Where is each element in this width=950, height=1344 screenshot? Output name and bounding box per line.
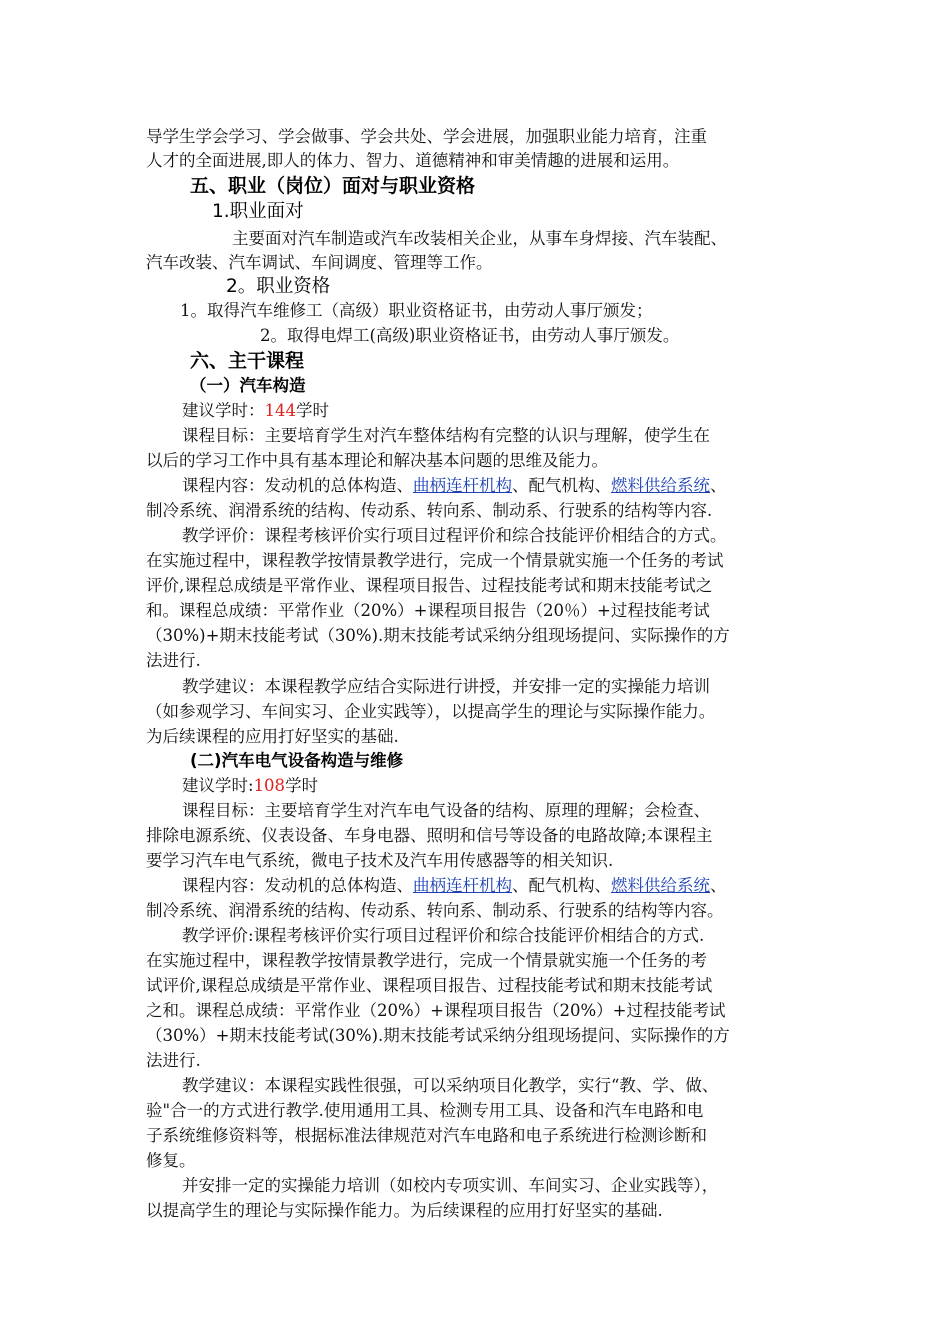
course-content-line [182,474,727,498]
course-advice-line: 为后续课程的应用打好坚实的基础. [146,727,399,746]
course-content-line: 制冷系统、润滑系统的结构、传动系、转向系、制动系、行驶系的结构等内容. [146,501,713,520]
course-advice-line: 验"合一的方式进行教学.使用通用工具、检测专用工具、设备和汽车电路和电 [146,1101,704,1120]
course-advice-line: 子系统维修资料等，根据标准法律规范对汽车电路和电子系统进行检测诊断和 [146,1126,707,1145]
content-prefix: 课程内容：发动机的总体构造、 [182,476,413,495]
course-advice-line: 教学建议：本课程教学应结合实际进行讲授，并安排一定的实操能力培训 [182,677,710,696]
course-content-line: 制冷系统、润滑系统的结构、传动系、转向系、制动系、行驶系的结构等内容。 [146,901,724,920]
course-title: (二)汽车电气设备构造与维修 [190,751,404,770]
course-eval-line: 教学评价：课程考核评价实行项目过程评价和综合技能评价相结合的方式。 [182,526,727,545]
hours-label: 建议学时： [182,401,265,420]
course-eval-line: 和。课程总成绩：平常作业（20%）+课程项目报告（20％）+过程技能考试 [146,601,710,620]
content-mid: 、配气机构、 [512,876,611,895]
intro-line: 导学生学会学习、学会做事、学会共处、学会进展，加强职业能力培育，注重 [146,127,707,146]
hours-unit: 学时 [296,401,329,420]
course-hours [182,399,329,423]
hours-label: 建议学时: [182,776,254,795]
subsection-heading: 1.职业面对 [212,201,304,222]
certificate-item: 1。取得汽车维修工（高级）职业资格证书，由劳动人事厅颁发； [180,301,653,320]
course-eval-line: 教学评价:课程考核评价实行项目过程评价和综合技能评价相结合的方式. [182,926,705,945]
course-eval-line: 试评价,课程总成绩是平常作业、课程项目报告、过程技能考试和期末技能考试 [146,976,713,995]
course-goal-line: 课程目标：主要培育学生对汽车电气设备的结构、原理的理解；会检查、 [182,801,710,820]
link-crank-mechanism[interactable]: 曲柄连杆机构 [413,876,512,895]
course-eval-line: （30%）+期末技能考试(30%).期末技能考试采纳分组现场提问、实际操作的方 [146,1026,730,1045]
course-eval-line: （30%)+期末技能考试（30%).期末技能考试采纳分组现场提问、实际操作的方 [146,626,730,645]
course-eval-line: 评价,课程总成绩是平常作业、课程项目报告、过程技能考试和期末技能考试之 [146,576,713,595]
course-goal-line: 以后的学习工作中具有基本理论和解决基本问题的思维及能力。 [146,451,608,470]
content-suffix: 、 [710,876,727,895]
course-eval-line: 之和。课程总成绩：平常作业（20%）+课程项目报告（20%）+过程技能考试 [146,1001,726,1020]
course-eval-line: 在实施过程中，课程教学按情景教学进行，完成一个情景就实施一个任务的考试 [146,551,724,570]
paragraph-line: 汽车改装、汽车调试、车间调度、管理等工作。 [146,253,493,272]
content-mid: 、配气机构、 [512,476,611,495]
course-eval-line: 法进行. [146,1051,201,1070]
course-goal-line: 课程目标：主要培育学生对汽车整体结构有完整的认识与理解，使学生在 [182,426,710,445]
course-advice-line: （如参观学习、车间实习、企业实践等），以提高学生的理论与实际操作能力。 [146,702,716,721]
course-extra-line: 以提高学生的理论与实际操作能力。为后续课程的应用打好坚实的基础. [146,1201,663,1220]
paragraph-line: 主要面对汽车制造或汽车改装相关企业，从事车身焊接、汽车装配、 [232,229,727,248]
hours-value: 144 [264,401,296,420]
course-advice-line: 教学建议：本课程实践性很强，可以采纳项目化教学，实行“教、学、做、 [182,1076,719,1095]
link-crank-mechanism[interactable]: 曲柄连杆机构 [413,476,512,495]
certificate-item: 2。取得电焊工(高级)职业资格证书，由劳动人事厅颁发。 [260,326,680,345]
course-eval-line: 法进行. [146,651,201,670]
hours-value: 108 [253,776,286,795]
course-advice-line: 修复。 [146,1151,196,1170]
course-goal-line: 要学习汽车电气系统，微电子技术及汽车用传感器等的相关知识. [146,851,614,870]
section-heading: 六、主干课程 [190,350,305,372]
course-content-line [182,874,727,898]
course-extra-line: 并安排一定的实操能力培训（如校内专项实训、车间实习、企业实践等）， [182,1176,719,1195]
subsection-heading: 2。职业资格 [226,276,331,297]
link-fuel-system[interactable]: 燃料供给系统 [611,876,710,895]
content-suffix: 、 [710,476,727,495]
course-hours [182,774,318,798]
course-goal-line: 排除电源系统、仪表设备、车身电器、照明和信号等设备的电路故障;本课程主 [146,826,713,845]
section-heading: 五、职业（岗位）面对与职业资格 [190,175,476,197]
content-prefix: 课程内容：发动机的总体构造、 [182,876,413,895]
link-fuel-system[interactable]: 燃料供给系统 [611,476,710,495]
course-eval-line: 在实施过程中，课程教学按情景教学进行，完成一个情景就实施一个任务的考 [146,951,707,970]
hours-unit: 学时 [285,776,319,795]
course-title: （一）汽车构造 [190,376,306,395]
intro-line: 人才的全面进展,即人的体力、智力、道德精神和审美情趣的进展和运用。 [146,151,680,170]
